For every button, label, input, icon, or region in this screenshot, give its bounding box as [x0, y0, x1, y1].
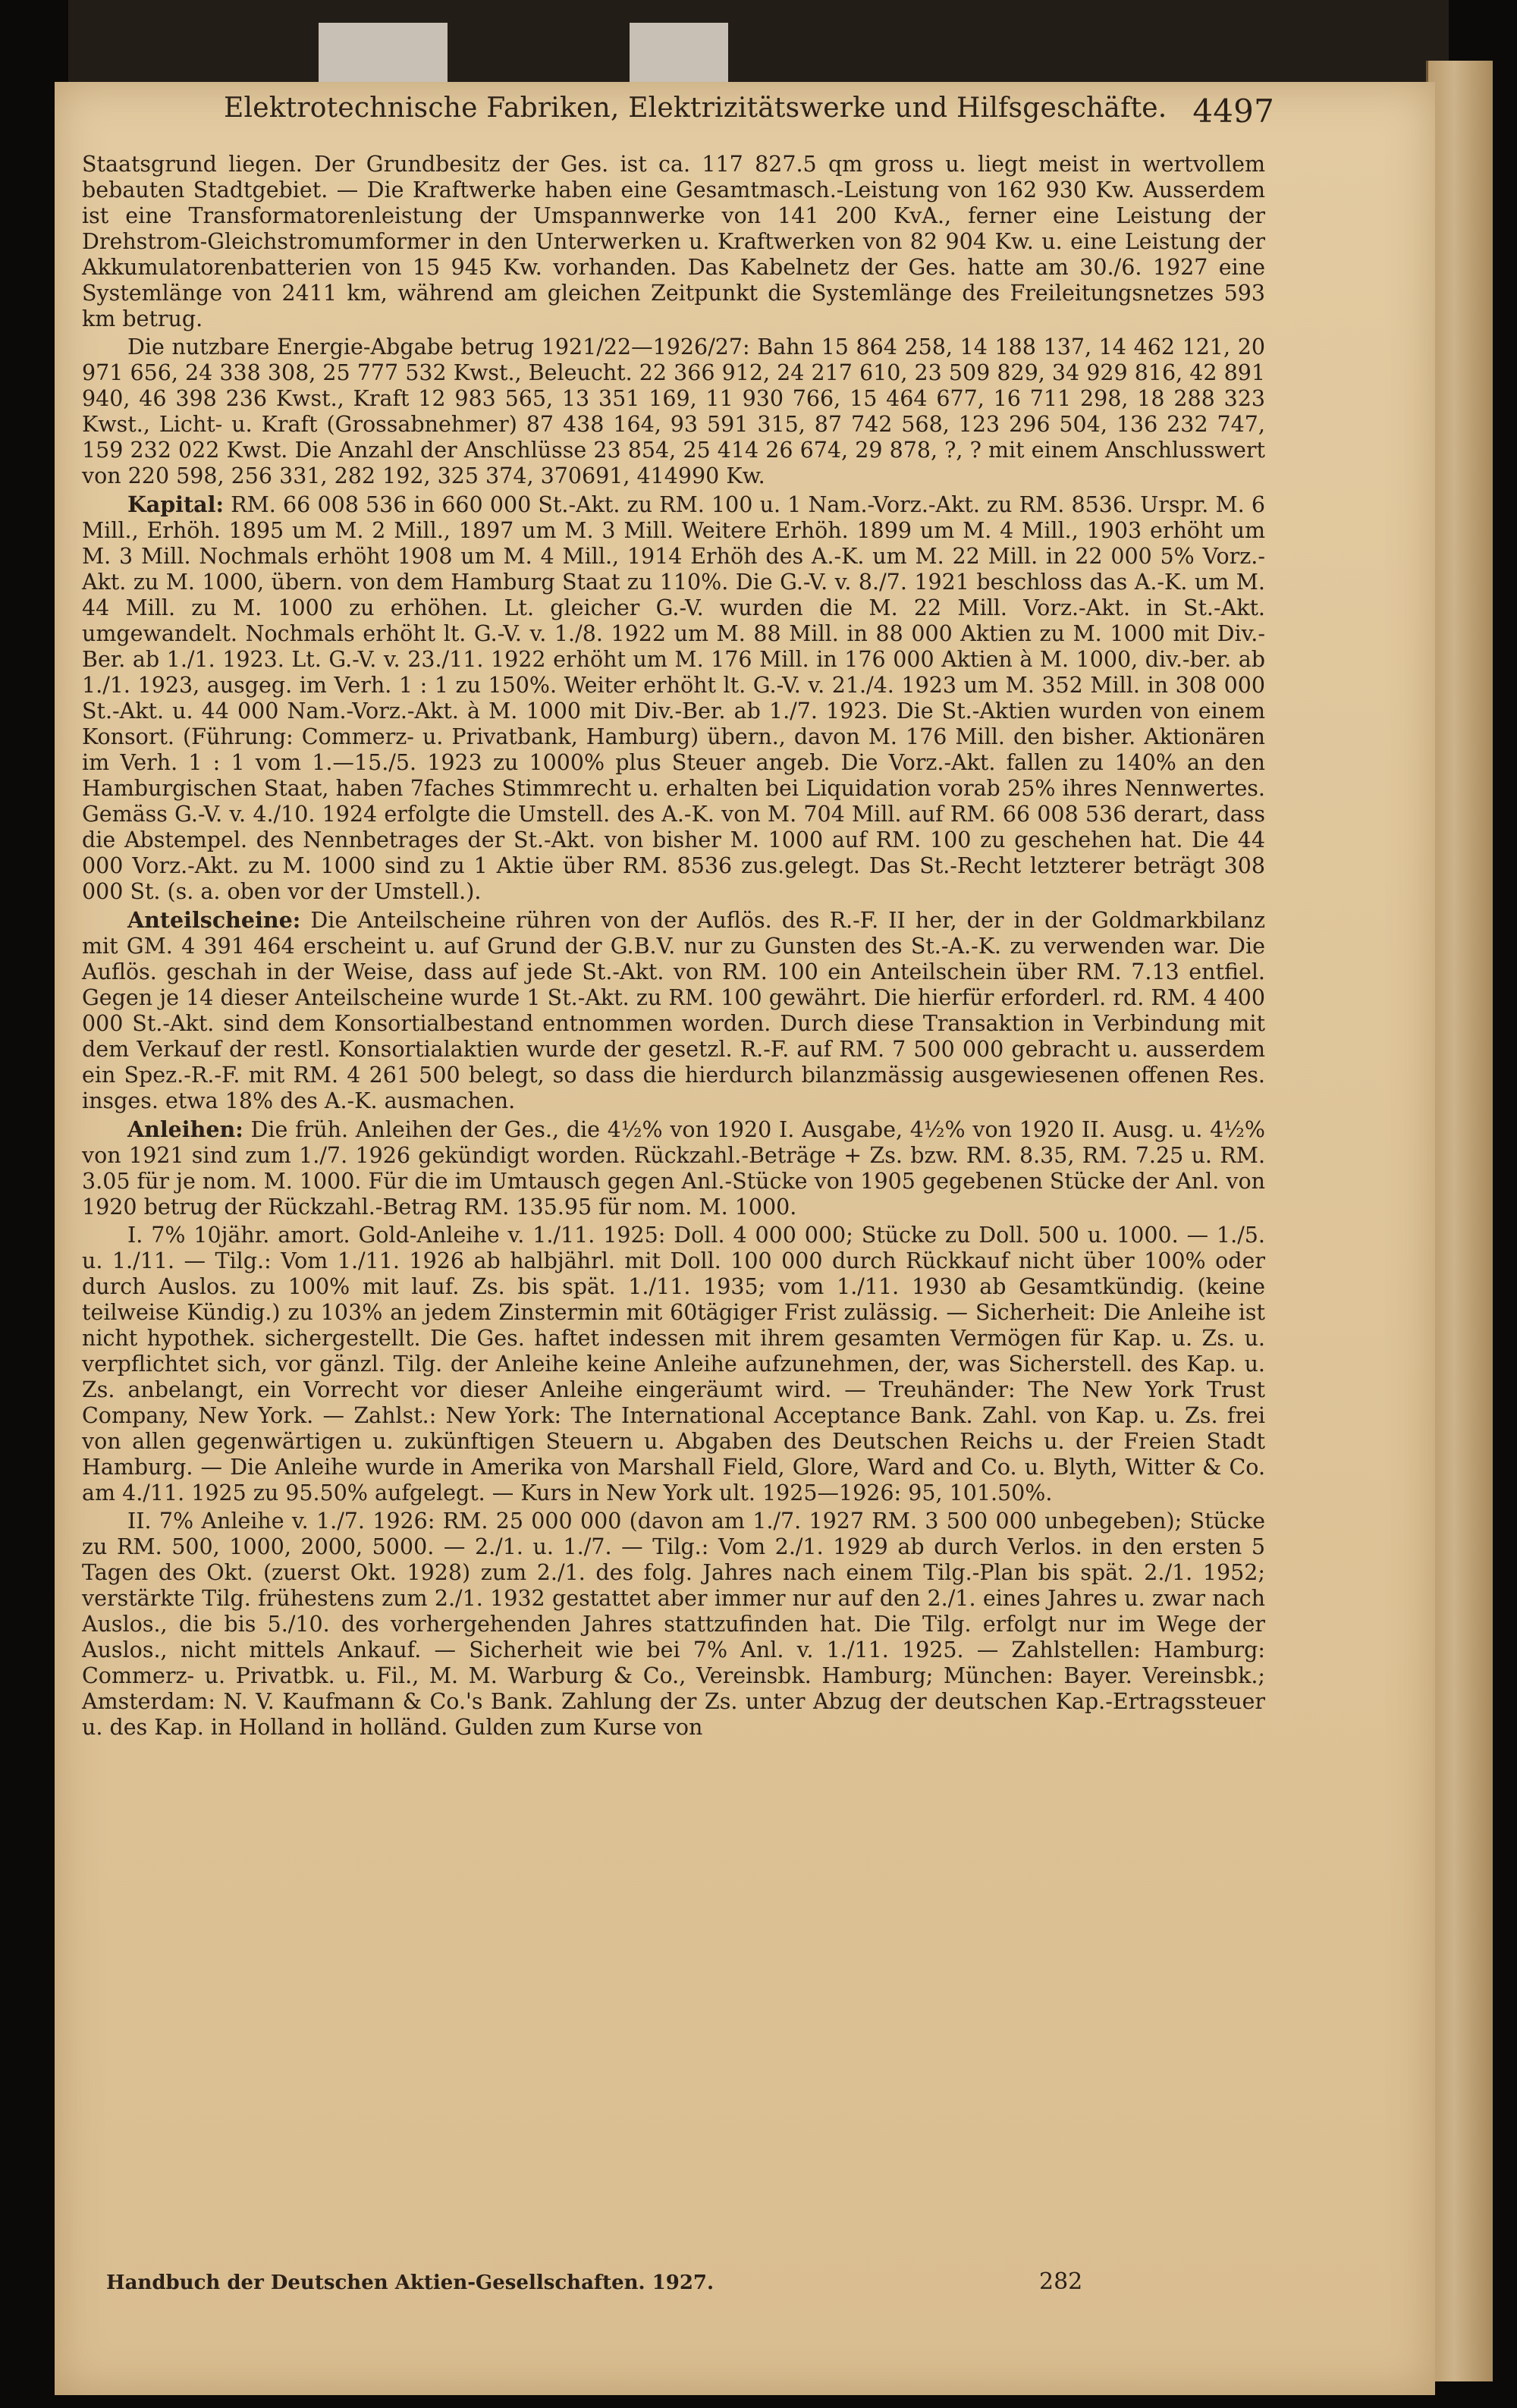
- paragraph-text: Staatsgrund liegen. Der Grundbesitz der Ges. ist ca. 117 827.5 qm gross u. liegt meist in wertvollem bebauten Stadtgebiet. — Die Kraftwerke haben eine Gesamtmasch.-Leistung von 162 930 Kw. Ausserdem ist eine Transformatorenleistung der Umspannwerke von 141 200 KvA., ferner eine Leistung der Drehstrom-Gleichstromumformer in den Unterwerken u. Kraftwerken von 82 904 Kw. u. eine Leistung der Akkumulatorenbatterien von 15 945 Kw. vorhanden. Das Kabelnetz der Ges. hatte am 30./6. 1927 eine Systemlänge von 2411 km, während am gleichen Zeitpunkt die Systemlänge des Freileitungsnetzes 593 km betrug.: [82, 152, 1265, 331]
- paragraph-text: Die Anteilscheine rühren von der Auflös. des R.-F. II her, der in der Goldmarkbilanz mit GM. 4 391 464 erscheint u. auf Grund der G.B.V. nur zu Gunsten des St.-A.-K. zu verwenden war. Die Auflös. geschah in der Weise, dass auf jede St.-Akt. von RM. 100 ein Anteilschein über RM. 7.13 entfiel. Gegen je 14 dieser Anteilscheine wurde 1 St.-Akt. zu RM. 100 gewährt. Die hierfür erforderl. rd. RM. 4 400 000 St.-Akt. sind dem Konsortialbestand entnommen worden. Durch diese Transaktion in Verbindung mit dem Verkauf der restl. Konsortialaktien wurde der gesetzl. R.-F. auf RM. 7 500 000 gebracht u. ausserdem ein Spez.-R.-F. mit RM. 4 261 500 belegt, so dass die hierdurch bilanzmässig ausgewiesenen offenen Res. insges. etwa 18% des A.-K. ausmachen.: [82, 908, 1265, 1113]
- paragraph-anleihen: [82, 1116, 1265, 1220]
- page-footer: [106, 2268, 1153, 2302]
- paragraph-anleihe-2: [82, 1509, 1265, 1741]
- page-number: 4497: [1192, 93, 1274, 130]
- running-title: Elektrotechnische Fabriken, Elektrizitätswerke und Hilfsgeschäfte.: [224, 93, 1167, 124]
- paragraph-text: I. 7% 10jähr. amort. Gold-Anleihe v. 1./11. 1925: Doll. 4 000 000; Stücke zu Doll. 500 u. 1000. — 1./5. u. 1./11. — Tilg.: Vom 1./11. 1926 ab halbjährl. mit Doll. 100 000 durch Rückkauf nicht über 100% oder durch Auslos. zu 100% mit lauf. Zs. bis spät. 1./11. 1935; vom 1./11. 1930 ab Gesamtkündig. (keine teilweise Kündig.) zu 103% an jedem Zinstermin mit 60tägiger Frist zulässig. — Sicherheit: Die Anleihe ist nicht hypothek. sichergestellt. Die Ges. haftet indessen mit ihrem gesamten Vermögen für Kap. u. Zs. u. verpflichtet sich, vor gänzl. Tilg. der Anleihe keine Anleihe aufzunehmen, der, was Sicherstell. des Kap. u. Zs. anbelangt, ein Vorrecht vor dieser Anleihe eingeräumt wird. — Treuhänder: The New York Trust Company, New York. — Zahlst.: New York: The International Acceptance Bank. Zahl. von Kap. u. Zs. frei von allen gegenwärtigen u. zukünftigen Steuern u. Abgaben des Deutschen Reichs u. der Freien Stadt Hamburg. — Die Anleihe wurde in Amerika von Marshall Field, Glore, Ward and Co. u. Blyth, Witter & Co. am 4./11. 1925 zu 95.50% aufgelegt. — Kurs in New York ult. 1925—1926: 95, 101.50%.: [82, 1223, 1265, 1505]
- section-lead: Kapital:: [127, 491, 224, 517]
- section-lead: Anteilscheine:: [127, 907, 301, 933]
- paragraph-text: II. 7% Anleihe v. 1./7. 1926: RM. 25 000 000 (davon am 1./7. 1927 RM. 3 500 000 unbegeben); Stücke zu RM. 500, 1000, 2000, 5000. — 2./1. u. 1./7. — Tilg.: Vom 2./1. 1929 ab durch Verlos. in den ersten 5 Tagen des Okt. (zuerst Okt. 1928) zum 2./1. des folg. Jahres nach einem Tilg.-Plan bis spät. 2./1. 1952; verstärkte Tilg. frühestens zum 2./1. 1932 gestattet aber immer nur auf den 2./1. eines Jahres u. zwar nach Auslos., die bis 5./10. des vorhergehenden Jahres stattzufinden hat. Die Tilg. erfolgt nur im Wege der Auslos., nicht mittels Ankauf. — Sicherheit wie bei 7% Anl. v. 1./11. 1925. — Zahlstellen: Hamburg: Commerz- u. Privatbk. u. Fil., M. M. Warburg & Co., Vereinsbk. Hamburg; München: Bayer. Vereinsbk.; Amsterdam: N. V. Kaufmann & Co.'s Bank. Zahlung der Zs. unter Abzug der deutschen Kap.-Ertragssteuer u. des Kap. in Holland in holländ. Gulden zum Kurse von: [82, 1509, 1265, 1740]
- paragraph-anleihe-1: [82, 1223, 1265, 1506]
- paragraph-kapital: [82, 491, 1265, 905]
- paragraph-text: RM. 66 008 536 in 660 000 St.-Akt. zu RM. 100 u. 1 Nam.-Vorz.-Akt. zu RM. 8536. Urspr. M. 6 Mill., Erhöh. 1895 um M. 2 Mill., 1897 um M. 3 Mill. Weitere Erhöh. 1899 um M. 4 Mill., 1903 erhöht um M. 3 Mill. Nochmals erhöht 1908 um M. 4 Mill., 1914 Erhöh des A.-K. um M. 22 Mill. in 22 000 5% Vorz.-Akt. zu M. 1000, übern. von dem Hamburg Staat zu 110%. Die G.-V. v. 8./7. 1921 beschloss das A.-K. um M. 44 Mill. zu M. 1000 zu erhöhen. Lt. gleicher G.-V. wurden die M. 22 Mill. Vorz.-Akt. in St.-Akt. umgewandelt. Nochmals erhöht lt. G.-V. v. 1./8. 1922 um M. 88 Mill. in 88 000 Aktien zu M. 1000 mit Div.-Ber. ab 1./1. 1923. Lt. G.-V. v. 23./11. 1922 erhöht um M. 176 Mill. in 176 000 Aktien à M. 1000, div.-ber. ab 1./1. 1923, ausgeg. im Verh. 1 : 1 zu 150%. Weiter erhöht lt. G.-V. v. 21./4. 1923 um M. 352 Mill. in 308 000 St.-Akt. u. 44 000 Nam.-Vorz.-Akt. à M. 1000 mit Div.-Ber. ab 1./7. 1923. Die St.-Aktien wurden von einem Konsort. (Führung: Commerz- u. Privatbank, Hamburg) übern., davon M. 176 Mill. den bisher. Aktionären im Verh. 1 : 1 vom 1.—15./5. 1923 zu 1000% plus Steuer angeb. Die Vorz.-Akt. fallen zu 140% an den Hamburgischen Staat, haben 7faches Stimmrecht u. erhalten bei Liquidation vorab 25% ihres Nennwertes. Gemäss G.-V. v. 4./10. 1924 erfolgte die Umstell. des A.-K. von M. 704 Mill. auf RM. 66 008 536 derart, dass die Abstempel. des Nennbetrages der St.-Akt. von bisher M. 1000 auf RM. 100 zu geschehen hat. Die 44 000 Vorz.-Akt. zu M. 1000 sind zu 1 Aktie über RM. 8536 zus.gelegt. Das St.-Recht letzterer beträgt 308 000 St. (s. a. oben vor der Umstell.).: [82, 492, 1266, 904]
- page-body: [82, 152, 1265, 2253]
- sheet-number: 282: [1039, 2268, 1083, 2295]
- footer-title: Handbuch der Deutschen Aktien-Gesellschaften. 1927.: [106, 2271, 715, 2294]
- paragraph-energie-abgabe: [82, 334, 1265, 489]
- paragraph-text: Die früh. Anleihen der Ges., die 4½% von 1920 I. Ausgabe, 4½% von 1920 II. Ausg. u. 4½% von 1921 sind zum 1./7. 1926 gekündigt worden. Rückzahl.-Beträge + Zs. bzw. RM. 8.35, RM. 7.25 u. RM. 3.05 für je nom. M. 1000. Für die im Umtausch gegen Anl.-Stücke von 1905 gegebenen Stücke der Anl. von 1920 betrug der Rückzahl.-Betrag RM. 135.95 für nom. M. 1000.: [82, 1117, 1266, 1220]
- page-header: [167, 93, 1274, 138]
- paragraph-grundbesitz: [82, 152, 1265, 332]
- next-page-edge: [1426, 61, 1493, 2381]
- paragraph-text: Die nutzbare Energie-Abgabe betrug 1921/22—1926/27: Bahn 15 864 258, 14 188 137, 14 462 121, 20 971 656, 24 338 308, 25 777 532 Kwst., Beleucht. 22 366 912, 24 217 610, 23 509 829, 34 929 816, 42 891 940, 46 398 236 Kwst., Kraft 12 983 565, 13 351 169, 11 930 766, 15 464 677, 16 711 298, 18 288 323 Kwst., Licht- u. Kraft (Grossabnehmer) 87 438 164, 93 591 315, 87 742 568, 123 296 504, 136 232 747, 159 232 022 Kwst. Die Anzahl der Anschlüsse 23 854, 25 414 26 674, 29 878, ?, ? mit einem Anschlusswert von 220 598, 256 331, 282 192, 325 374, 370691, 414990 Kw.: [82, 334, 1265, 488]
- paragraph-anteilscheine: [82, 907, 1265, 1114]
- section-lead: Anleihen:: [127, 1116, 243, 1142]
